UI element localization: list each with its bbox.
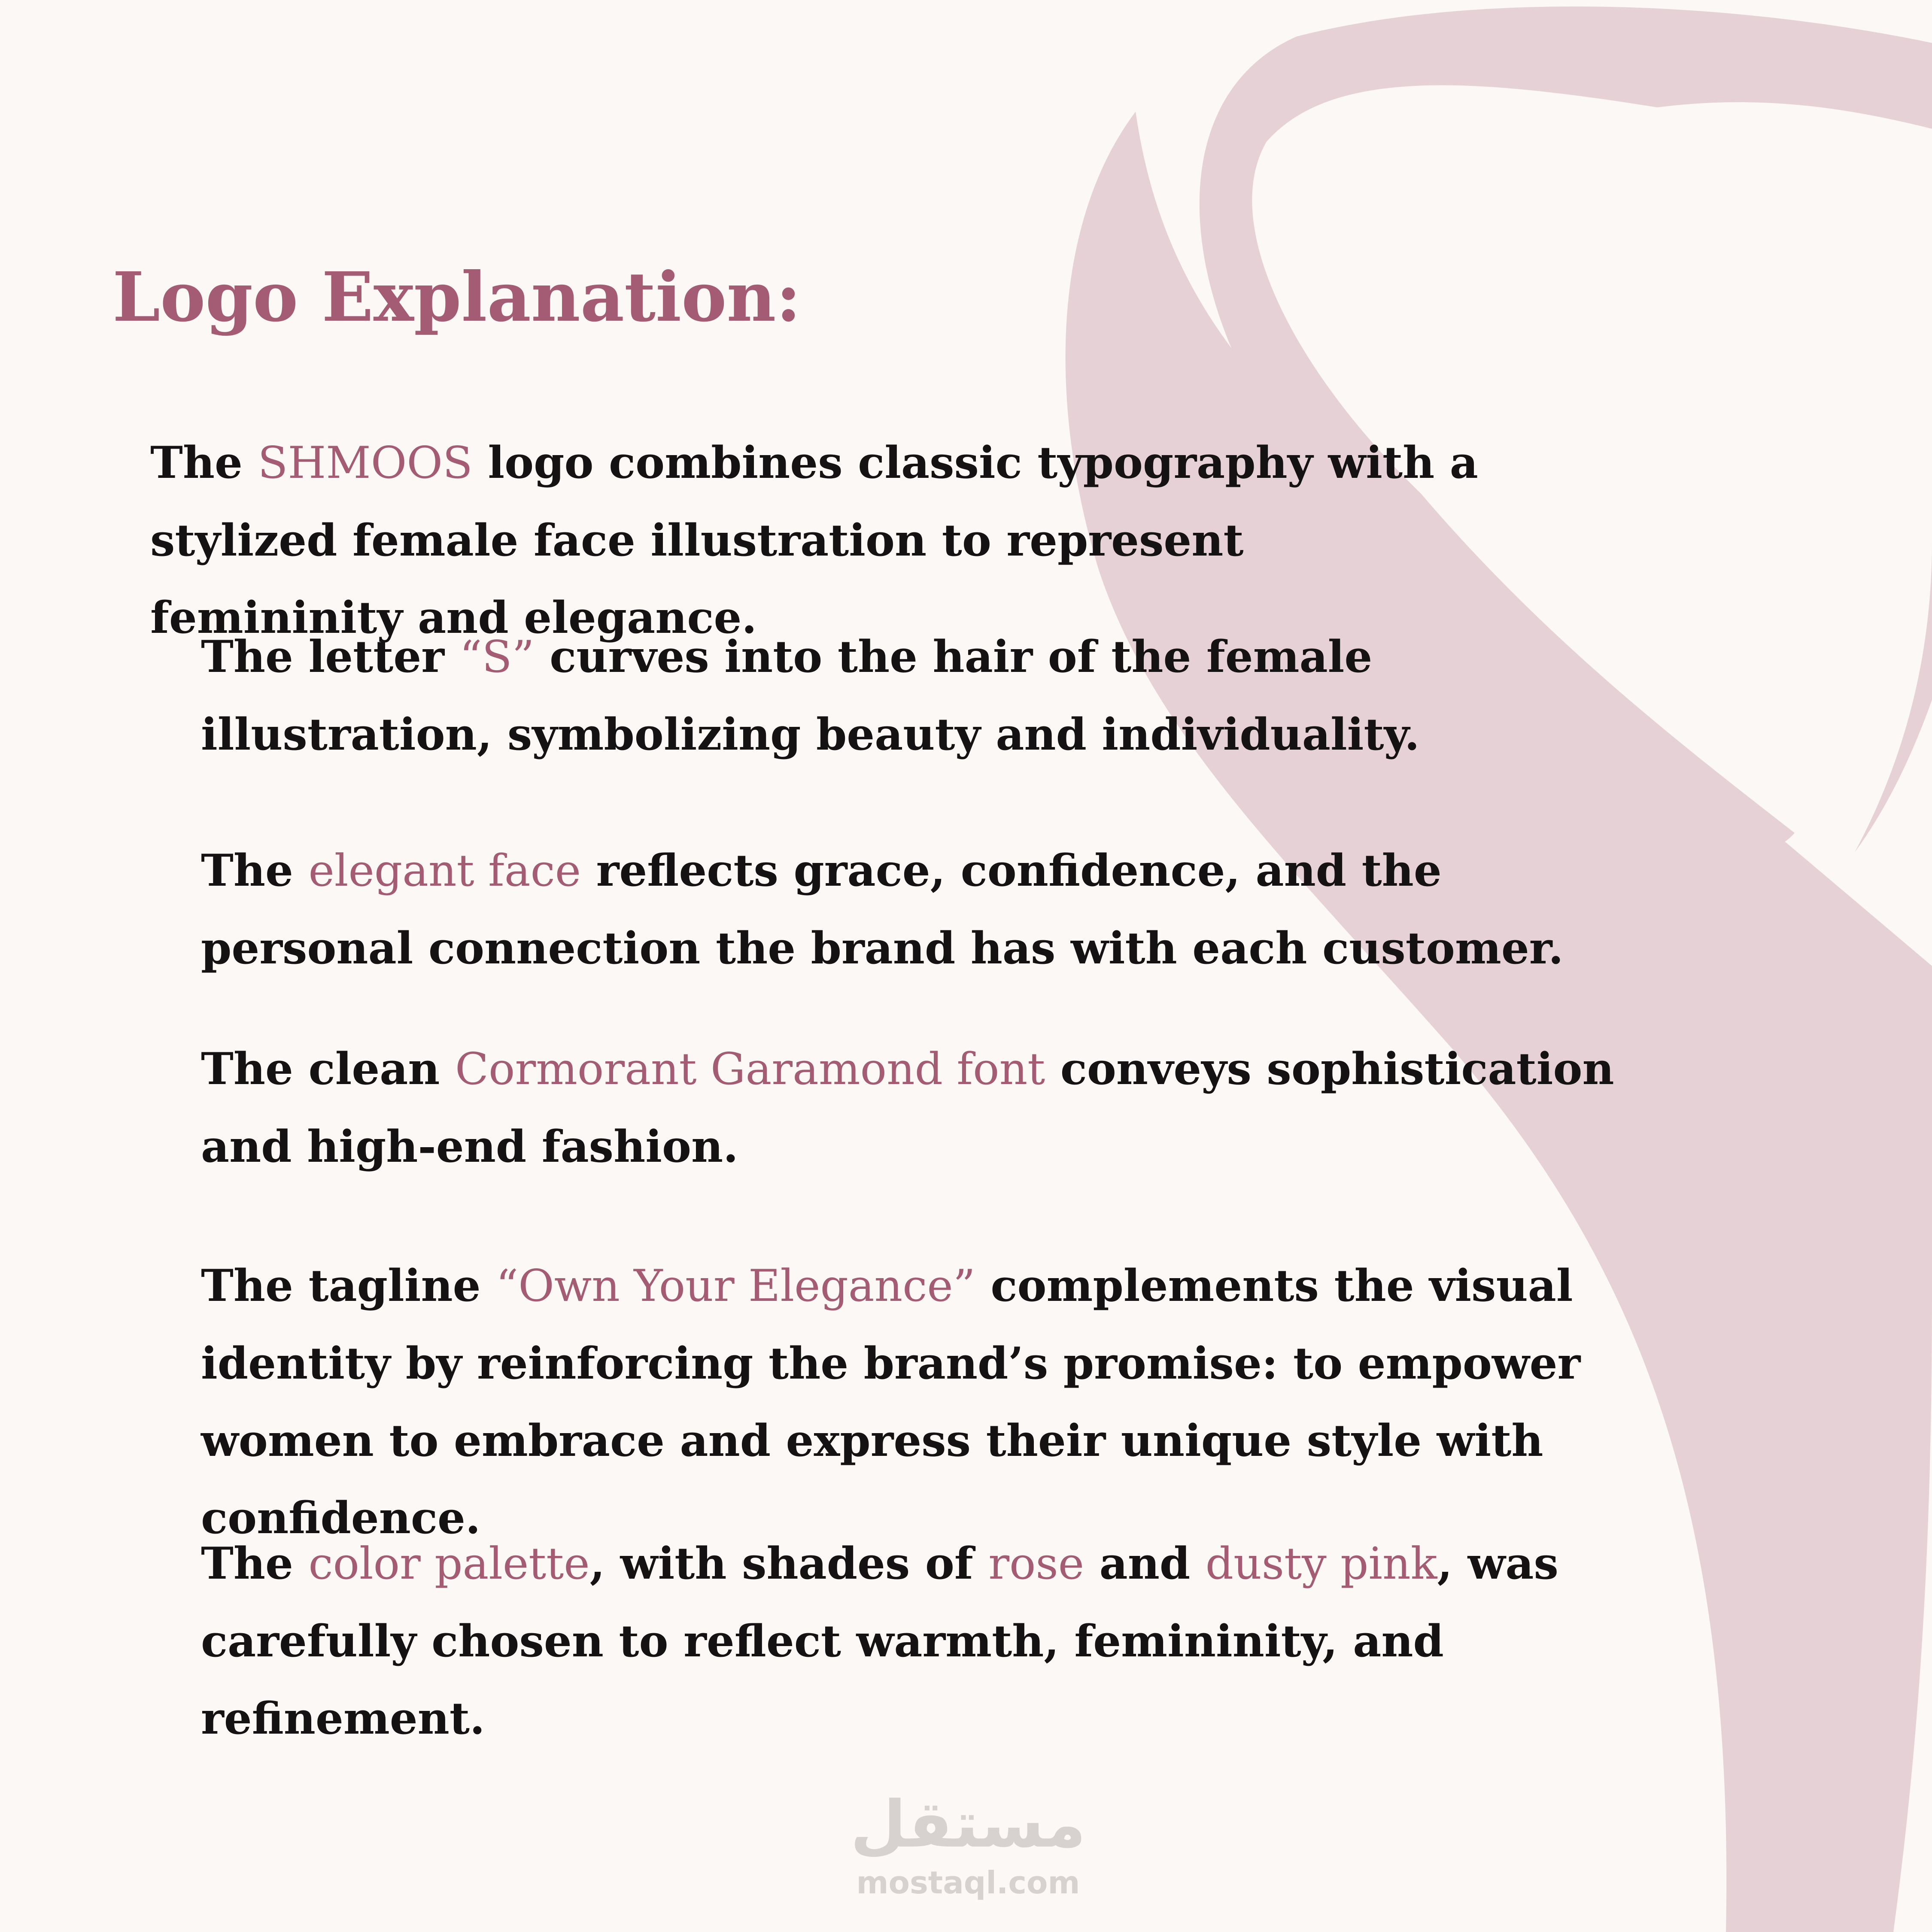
rose-highlight: rose [988, 1538, 1084, 1589]
point-text-continued: conveys sophistication and high-end fashion. [201, 1043, 1614, 1173]
intro-text-continued: logo combines classic typography with a stylized female face illustration to represent femininity and elegance. [150, 437, 1478, 644]
watermark-url: mostaql.com [856, 1865, 1080, 1901]
intro-text: The [150, 437, 258, 489]
letter-s-highlight: “S” [459, 632, 535, 683]
point-text-continued: complements the visual identity by reinforcing the brand’s promise: to empower women to embrace and express their unique style with confidence. [201, 1260, 1581, 1544]
explanation-point-elegant-face [201, 832, 1618, 987]
point-text: The clean [201, 1043, 455, 1095]
point-text-continued: curves into the hair of the female illustration, symbolizing beauty and individuality. [201, 631, 1420, 760]
explanation-point-font [201, 1030, 1618, 1185]
point-text: The letter [201, 631, 460, 683]
color-palette-highlight: color palette [308, 1538, 590, 1589]
font-name-highlight: Cormorant Garamond font [455, 1044, 1045, 1095]
point-text-continued: reflects grace, confidence, and the personal connection the brand has with each customer. [201, 845, 1564, 974]
watermark-logo-text: مستقل [850, 1787, 1086, 1862]
explanation-point-tagline [201, 1247, 1618, 1557]
page-title: Logo Explanation: [112, 258, 801, 337]
point-text-connector: and [1084, 1538, 1206, 1589]
tagline-highlight: “Own Your Elegance” [496, 1261, 975, 1312]
brand-name-highlight: SHMOOS [258, 437, 473, 489]
explanation-point-letter-s [201, 618, 1618, 773]
decorative-curve-tip [1855, 541, 1932, 852]
point-text: The [201, 845, 309, 896]
dusty-pink-highlight: dusty pink [1205, 1538, 1437, 1589]
mostaql-watermark [844, 1786, 1093, 1902]
elegant-face-highlight: elegant face [308, 845, 581, 896]
point-text-ending: , was carefully chosen to reflect warmth, femininity, and refinement. [201, 1538, 1558, 1744]
explanation-point-color-palette [201, 1525, 1618, 1757]
point-text: The [201, 1538, 309, 1589]
point-text-continued: , with shades of [589, 1538, 989, 1589]
point-text: The tagline [201, 1260, 496, 1312]
